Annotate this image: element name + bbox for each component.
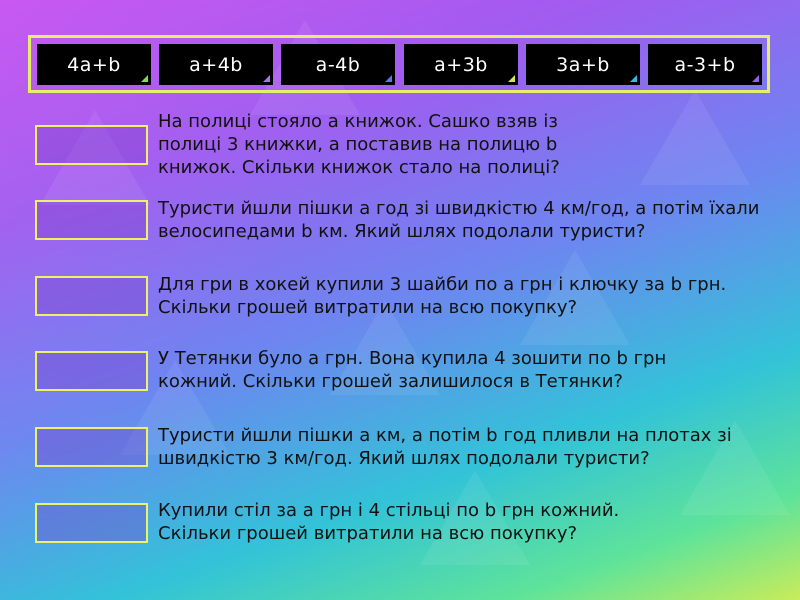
drop-zone[interactable] (35, 276, 148, 316)
question-text: Купили стіл за a грн і 4 стільці по b грн кожний. Скільки грошей витратили на всю покупку? (158, 500, 620, 544)
drop-zone[interactable] (35, 351, 148, 391)
answer-tile-label: 4a+b (67, 53, 121, 76)
drop-zone[interactable] (35, 200, 148, 240)
corner-marker-icon (141, 75, 148, 82)
answer-tile[interactable] (648, 44, 762, 85)
drop-zone[interactable] (35, 503, 148, 543)
answer-tile-label: a-3+b (674, 53, 736, 76)
answer-tile-label: a+4b (189, 53, 243, 76)
drop-zone[interactable] (35, 427, 148, 467)
corner-marker-icon (752, 75, 759, 82)
question-text: Туристи йшли пішки a год зі швидкістю 4 км/год, а потім їхали велосипедами b км. Який шлях подолали туристи? (158, 198, 760, 242)
answer-tile-label: a+3b (434, 53, 488, 76)
answer-tile[interactable] (159, 44, 273, 85)
question-text: Туристи йшли пішки a км, а потім b год пливли на плотах зі швидкістю 3 км/год. Який шлях подолали туристи? (158, 425, 732, 469)
answer-bank (28, 35, 770, 93)
answer-tile[interactable] (526, 44, 640, 85)
question-text: На полиці стояло a книжок. Сашко взяв із полиці 3 книжки, а поставив на полицю b книжок. Скільки книжок стало на полиці? (158, 111, 560, 178)
corner-marker-icon (263, 75, 270, 82)
answer-tile[interactable] (404, 44, 518, 85)
corner-marker-icon (630, 75, 637, 82)
answer-tile[interactable] (281, 44, 395, 85)
answer-tile-label: a-4b (315, 53, 361, 76)
corner-marker-icon (508, 75, 515, 82)
background-triangle (640, 90, 750, 185)
corner-marker-icon (385, 75, 392, 82)
question-text: У Тетянки було a грн. Вона купила 4 зошити по b грн кожний. Скільки грошей залишилося в Тетянки? (158, 348, 667, 392)
answer-tile[interactable] (37, 44, 151, 85)
drop-zone[interactable] (35, 125, 148, 165)
question-text: Для гри в хокей купили 3 шайби по a грн і ключку за b грн. Скільки грошей витратили на всю покупку? (158, 274, 727, 318)
answer-tile-label: 3a+b (556, 53, 610, 76)
